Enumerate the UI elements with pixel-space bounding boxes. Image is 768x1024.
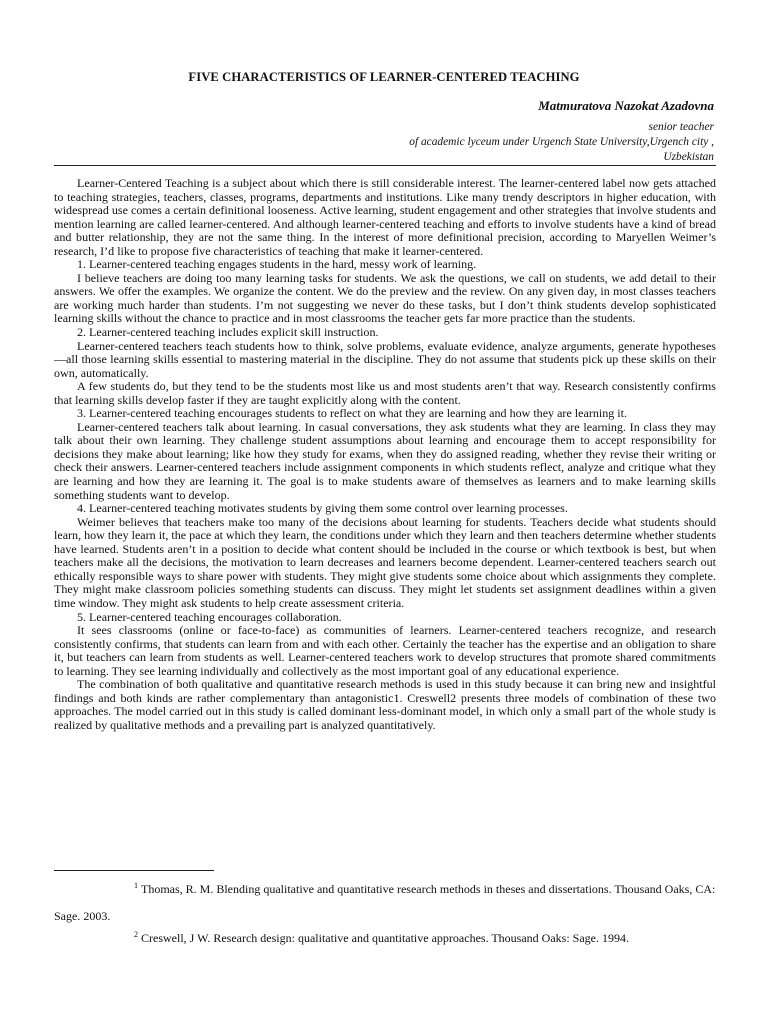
author-affiliation: of academic lyceum under Urgench State University,Urgench city , xyxy=(409,136,714,148)
footnote xyxy=(54,876,716,930)
paper-title: FIVE CHARACTERISTICS OF LEARNER-CENTERED TEACHING xyxy=(188,70,580,84)
paragraph: Learner-centered teachers teach students how to think, solve problems, evaluate evidence, analyze arguments, generate hypotheses—all those learning skills essential to mastering material in the discipline. They do not assume that students pick up these skills on their own, automatically. xyxy=(54,338,716,380)
footnote-mark: 1 xyxy=(134,881,138,890)
paragraph: Weimer believes that teachers make too many of the decisions about learning for students. Teachers decide what students should learn, how they learn it, the pace at which they learn, the conditions under which they learn and then teachers determine whether students have learned. Students aren’t in a position to decide what content should be included in the course or which textbook is best, but when teachers make all the decisions, the motivation to learn decreases and learners become dependent. Learner-centered teachers search out ethically responsible ways to share power with students. They might give students some choice about which assignments they complete. They might make classroom policies something students can discuss. They might let students set assignment deadlines within a given time window. They might ask students to help create assessment criteria. xyxy=(54,514,717,610)
paragraph: The combination of both qualitative and quantitative research methods is used in this study because it can bring new and insightful findings and both kinds are rather complementary than antagonistic1. Creswell2 presents three models of combination of these two approaches. The model carried out in this study is called dominant less-dominant model, in which only a small part of the whole study is realized by qualitative methods and a prevailing part is analyzed quantitatively. xyxy=(54,677,716,732)
author-position: senior teacher xyxy=(648,121,714,133)
heading-characteristic-2: 2. Learner-centered teaching includes explicit skill instruction. xyxy=(77,325,379,340)
footnote-text: Thomas, R. M. Blending qualitative and quantitative research methods in theses and dissertations. Thousand Oaks, CA: Sage. 2003. xyxy=(54,882,716,923)
heading-characteristic-4: 4. Learner-centered teaching motivates students by giving them some control over learning processes. xyxy=(77,501,568,516)
paragraph: I believe teachers are doing too many learning tasks for students. We ask the questions, we call on students, we add detail to their answers. We offer the examples. We organize the content. We do the preview and the review. On any given day, in most classes teachers are working much harder than students. I’m not suggesting we never do these tasks, but I don’t think students develop sophisticated learning skills without the chance to practice and in most classrooms the teacher gets far more practice than the students. xyxy=(54,270,716,326)
footnote-text: Creswell, J W. Research design: qualitative and quantitative approaches. Thousand Oaks: Sage. 1994. xyxy=(141,931,629,945)
footnote xyxy=(54,925,716,952)
heading-characteristic-3: 3. Learner-centered teaching encourages students to reflect on what they are learning and how they are learning it. xyxy=(77,406,627,421)
heading-characteristic-1: 1. Learner-centered teaching engages students in the hard, messy work of learning. xyxy=(77,257,477,272)
body-text xyxy=(54,177,716,732)
paragraph: It sees classrooms (online or face-to-face) as communities of learners. Learner-centered teachers recognize, and research consistently confirms, that students can learn from and with each other. Certainly the teacher has the expertise and an obligation to share it, but teachers can learn from students as well. Learner-centered teachers work to develop structures that promote shared commitments to learning. They see learning individually and collectively as the most important goal of any educational experience. xyxy=(54,623,716,678)
author-name: Matmuratova Nazokat Azadovna xyxy=(538,98,714,113)
paragraph: Learner-centered teachers talk about learning. In casual conversations, they ask students what they are learning. In class they may talk about their own learning. They challenge student assumptions about learning and encourage them to accept responsibility for decisions they make about learning; like how they study for exams, when they do assigned reading, whether they revise their writing or check their answers. Learner-centered teachers include assignment components in which students reflect, analyze and critique what they are learning and how they are learning it. The goal is to make students aware of themselves as learners and to make learning skills something students want to develop. xyxy=(54,419,716,502)
author-country: Uzbekistan xyxy=(663,151,714,163)
header-divider xyxy=(54,165,716,166)
paragraph: A few students do, but they tend to be the students most like us and most students aren’t that way. Research consistently confirms that learning skills develop faster if they are taught explicitly along with the content. xyxy=(54,379,716,407)
footnote-mark: 2 xyxy=(134,930,138,939)
paragraph: Learner-Centered Teaching is a subject about which there is still considerable interest. The learner-centered label now gets attached to teaching strategies, teachers, classes, programs, departments and institutions. Like many trendy descriptors in higher education, with widespread use comes a certain definitional looseness. Active learning, student engagement and other strategies that involve students and mention learning are called learner-centered. And although learner-centered teaching and efforts to involve students have a kind of bread and butter relationship, they are not the same thing. In the interest of more definitional precision, according to Maryellen Weimer’s research, I’d like to propose five characteristics of teaching that make it learner-centered. xyxy=(54,176,716,258)
footnote-divider xyxy=(54,870,214,871)
heading-characteristic-5: 5. Learner-centered teaching encourages collaboration. xyxy=(77,609,342,624)
